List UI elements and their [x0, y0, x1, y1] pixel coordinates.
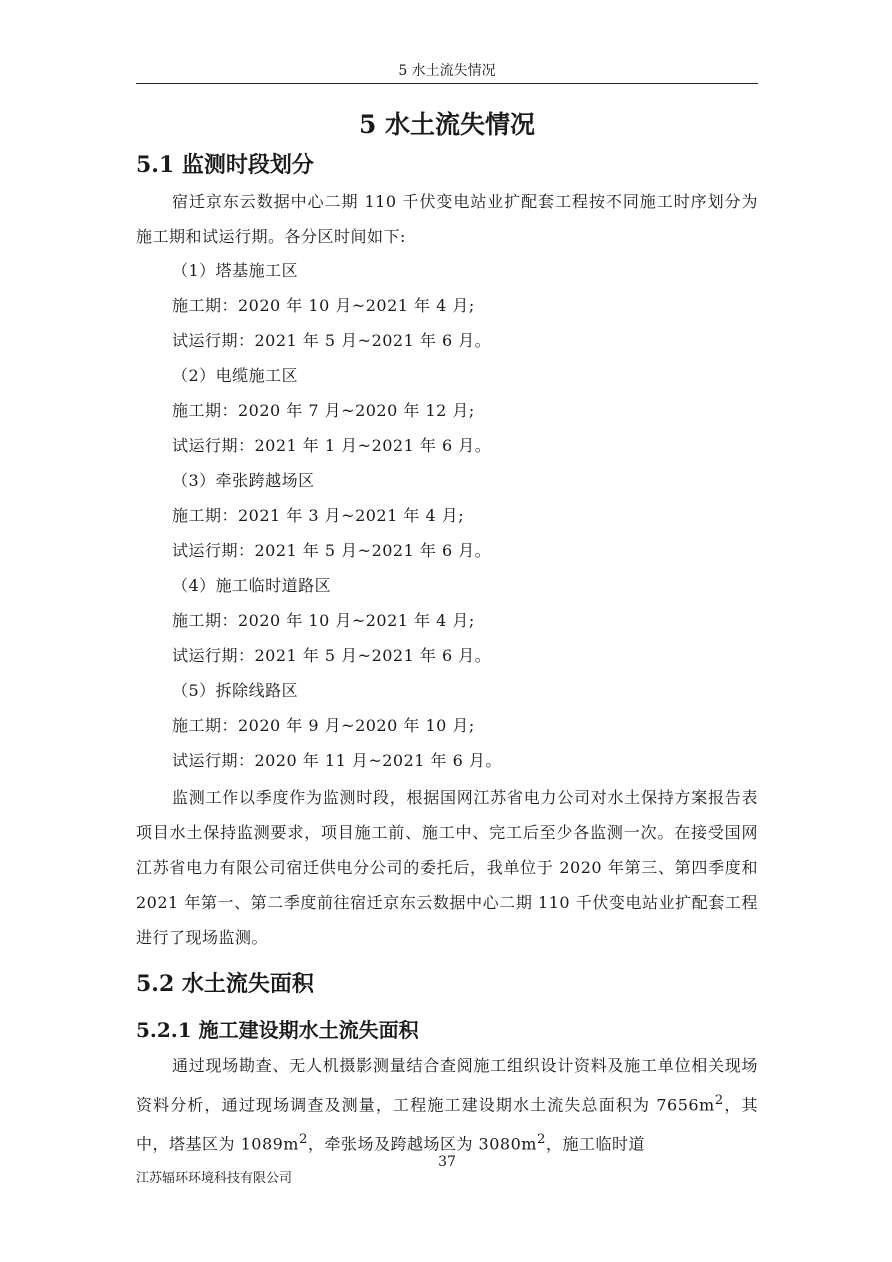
footer-company: 江苏辐环环境科技有限公司	[136, 1171, 293, 1186]
zone-4-construction: 施工期：2020 年 10 月~2021 年 4 月;	[172, 611, 475, 630]
zone-3-construction: 施工期：2021 年 3 月~2021 年 4 月;	[172, 506, 465, 525]
running-header: 5 水土流失情况	[398, 63, 496, 79]
zone-3-trial: 试运行期：2021 年 5 月~2021 年 6 月。	[172, 541, 492, 560]
header-divider	[136, 83, 758, 84]
zone-1-construction: 施工期：2020 年 10 月~2021 年 4 月;	[172, 296, 475, 315]
area-unit-superscript: 2	[298, 1132, 308, 1148]
zone-4-name: （4）施工临时道路区	[172, 576, 332, 595]
construction-area-paragraph: 通过现场勘查、无人机摄影测量结合查阅施工组织设计资料及施工单位相关现场资料分析，通过现场调查及测量，工程施工建设期水土流失总面积为 $7656m^2$，其中，塔基区为 $1089m^2$，牵张场及跨越场区为 $3080m^2$，施工临时道	[136, 1056, 758, 1154]
zone-1-name: （1）塔基施工区	[172, 261, 299, 280]
zone-5-name: （5）拆除线路区	[172, 681, 299, 700]
zone-2-name: （2）电缆施工区	[172, 366, 299, 385]
zone-1-trial: 试运行期：2021 年 5 月~2021 年 6 月。	[172, 331, 492, 350]
page-number: 37	[438, 1154, 456, 1170]
chapter-title: 5 水土流失情况	[358, 110, 536, 139]
section-5-1-intro: 宿迁京东云数据中心二期 110 千伏变电站业扩配套工程按不同施工时序划分为施工期和试运行期。各分区时间如下:	[136, 192, 758, 246]
section-heading-5-1: 5.1 监测时段划分	[136, 152, 314, 178]
zone-2-trial: 试运行期：2021 年 1 月~2021 年 6 月。	[172, 436, 492, 455]
subsection-heading-5-2-1: 5.2.1 施工建设期水土流失面积	[136, 1018, 419, 1042]
zone-2-construction: 施工期：2020 年 7 月~2020 年 12 月;	[172, 401, 475, 420]
monitoring-paragraph: 监测工作以季度作为监测时段，根据国网江苏省电力公司对水土保持方案报告表项目水土保持监测要求，项目施工前、施工中、完工后至少各监测一次。在接受国网江苏省电力有限公司宿迁供电分公司的委托后，我单位于 2020 年第三、第四季度和 2021 年第一、第二季度前往宿迁京东云数据中心二期 110 千伏变电站业扩配套工程进行了现场监测。	[136, 788, 758, 947]
zone-5-construction: 施工期：2020 年 9 月~2020 年 10 月;	[172, 716, 475, 735]
zone-5-trial: 试运行期：2020 年 11 月~2021 年 6 月。	[172, 751, 502, 770]
section-heading-5-2: 5.2 水土流失面积	[136, 971, 314, 997]
area-unit-superscript: 2	[536, 1132, 546, 1148]
area-unit-superscript: 2	[714, 1093, 724, 1108]
zone-3-name: （3）牵张跨越场区	[172, 471, 315, 490]
zone-4-trial: 试运行期：2021 年 5 月~2021 年 6 月。	[172, 646, 492, 665]
